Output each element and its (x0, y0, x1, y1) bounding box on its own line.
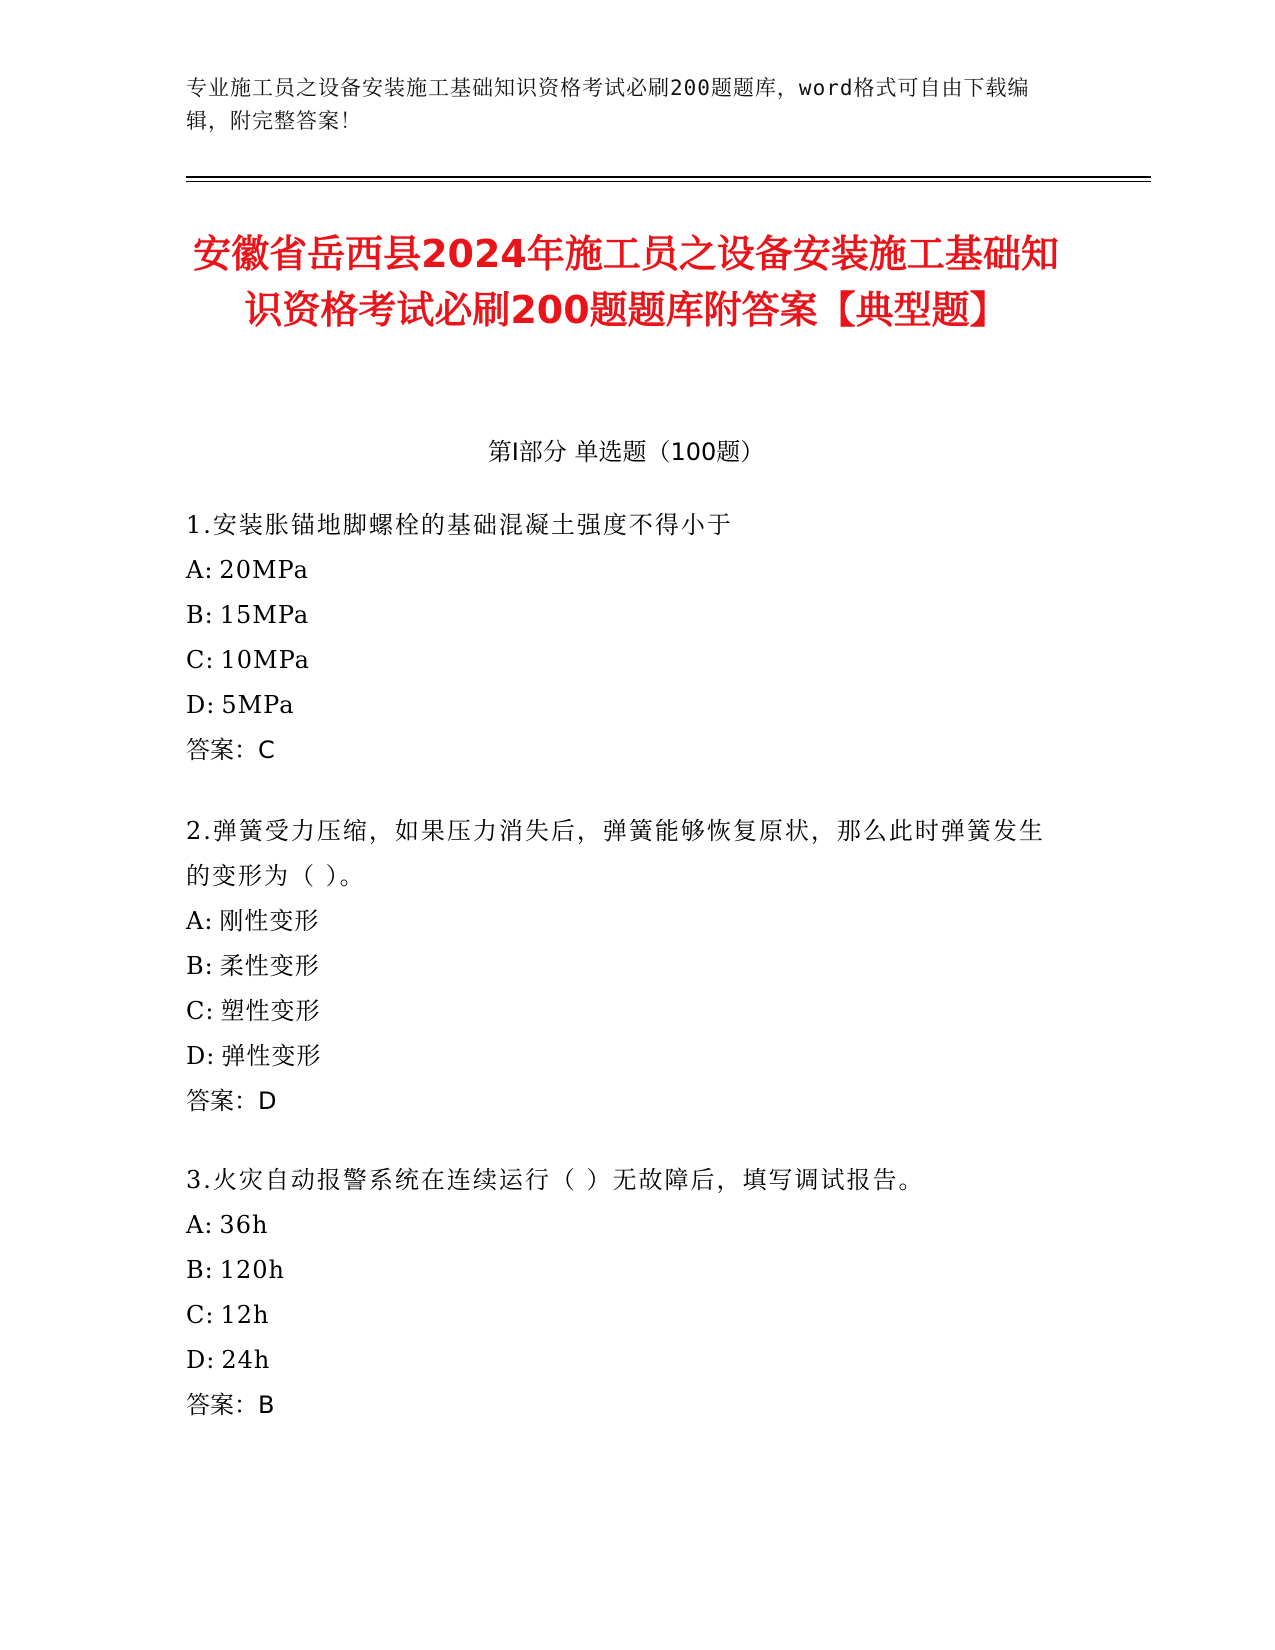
option-text: 36h (219, 1211, 269, 1239)
question-3 (186, 1158, 1066, 1428)
option-letter: C: (186, 1301, 215, 1329)
option-letter: A: (186, 556, 214, 584)
answer-label: 答案： (186, 736, 258, 764)
header-note: 专业施工员之设备安装施工基础知识资格考试必刷200题题库，word格式可自由下载编辑，附完整答案！ (186, 76, 1030, 133)
option-text: 弹性变形 (221, 1042, 322, 1070)
option-c (186, 1293, 1066, 1338)
option-text: 120h (219, 1256, 285, 1284)
option-a (186, 1203, 1066, 1248)
option-a (186, 899, 1066, 944)
option-letter: D: (186, 1346, 216, 1374)
option-a (186, 548, 1066, 593)
answer-value: B (258, 1391, 275, 1419)
option-text: 柔性变形 (219, 952, 320, 980)
question-2 (186, 809, 1066, 1124)
option-c (186, 638, 1066, 683)
option-d (186, 1034, 1066, 1079)
option-text: 15MPa (219, 601, 310, 629)
option-b (186, 593, 1066, 638)
answer-line (186, 728, 1066, 773)
section-heading: 第I部分 单选题（100题） (487, 438, 765, 466)
option-letter: D: (186, 691, 216, 719)
question-1 (186, 503, 1066, 773)
option-c (186, 989, 1066, 1034)
option-text: 24h (221, 1346, 271, 1374)
answer-line (186, 1079, 1066, 1124)
header-divider-thick (186, 176, 1151, 178)
option-text: 塑性变形 (220, 997, 321, 1025)
option-letter: B: (186, 601, 214, 629)
answer-label: 答案： (186, 1391, 258, 1419)
option-text: 20MPa (219, 556, 309, 584)
option-letter: B: (186, 1256, 214, 1284)
option-letter: D: (186, 1042, 216, 1070)
option-text: 刚性变形 (219, 907, 320, 935)
option-d (186, 683, 1066, 728)
option-letter: A: (186, 907, 214, 935)
option-letter: C: (186, 997, 215, 1025)
option-text: 10MPa (220, 646, 310, 674)
option-b (186, 1248, 1066, 1293)
question-stem: 1.安装胀锚地脚螺栓的基础混凝土强度不得小于 (186, 511, 733, 539)
answer-label: 答案： (186, 1087, 258, 1115)
option-letter: C: (186, 646, 215, 674)
option-text: 5MPa (221, 691, 295, 719)
header-divider-thin (186, 181, 1151, 182)
option-letter: A: (186, 1211, 214, 1239)
question-stem: 3.火灾自动报警系统在连续运行（ ）无故障后，填写调试报告。 (186, 1166, 925, 1194)
answer-line (186, 1383, 1066, 1428)
option-text: 12h (220, 1301, 270, 1329)
document-title: 安徽省岳西县2024年施工员之设备安装施工基础知识资格考试必刷200题题库附答案【典型题】 (193, 232, 1059, 332)
answer-value: C (258, 736, 275, 764)
option-b (186, 944, 1066, 989)
option-d (186, 1338, 1066, 1383)
question-stem: 2.弹簧受力压缩，如果压力消失后，弹簧能够恢复原状，那么此时弹簧发生的变形为（ ）。 (186, 817, 1045, 890)
option-letter: B: (186, 952, 214, 980)
answer-value: D (258, 1087, 277, 1115)
